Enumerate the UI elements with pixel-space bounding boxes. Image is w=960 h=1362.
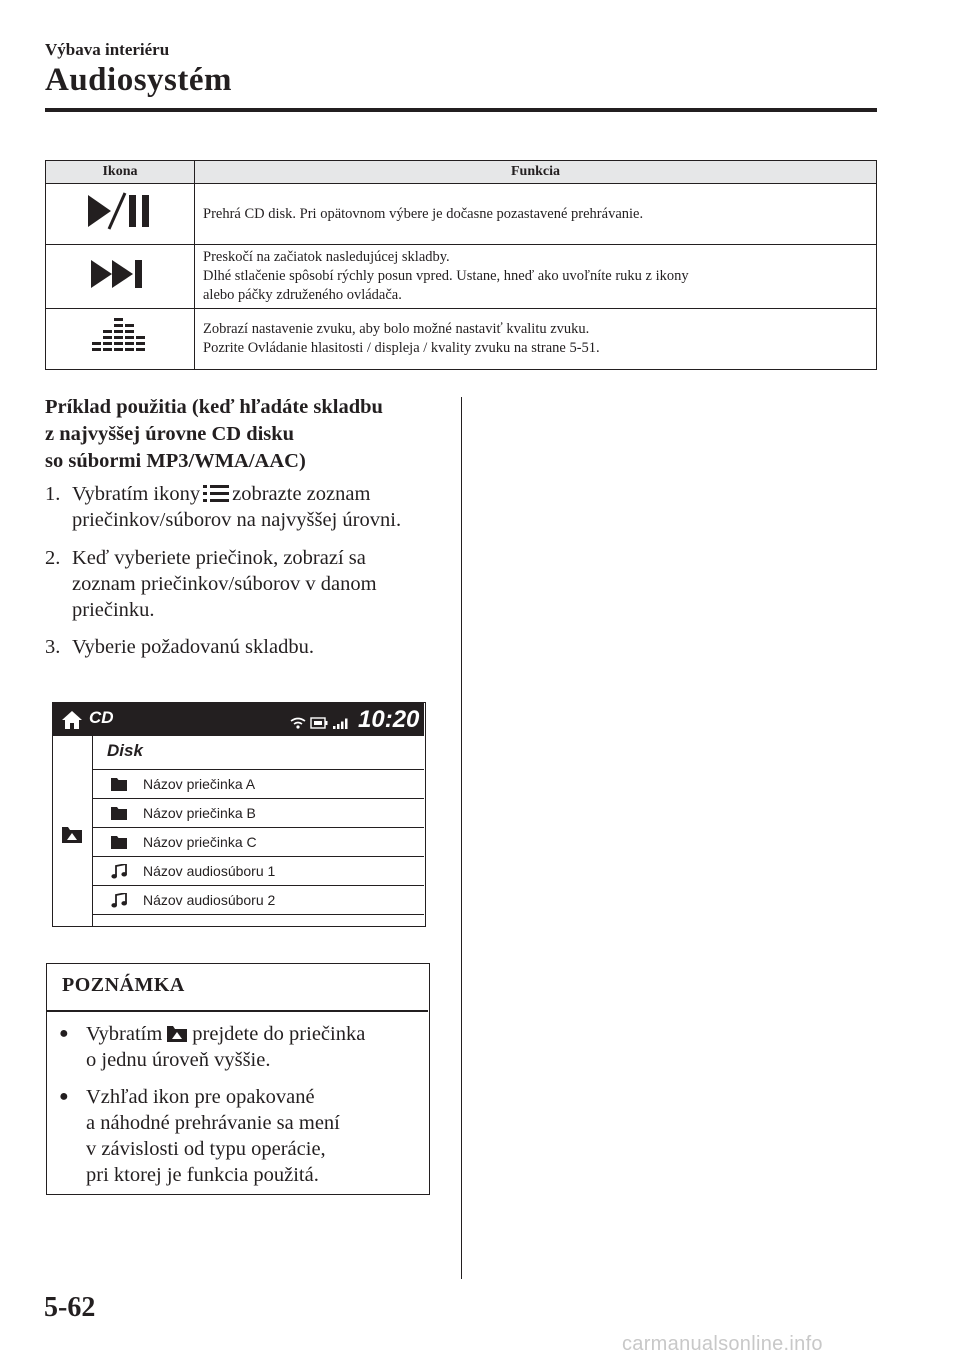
table-cell-function xyxy=(195,309,877,370)
signal-strength-icon xyxy=(332,717,350,729)
watermark: carmanualsonline.info xyxy=(622,1333,823,1355)
step-2 xyxy=(45,545,465,625)
note-text: prejdete do priečinka xyxy=(192,1023,366,1045)
folder-icon xyxy=(111,777,127,791)
step-number: 1. xyxy=(45,483,61,505)
phone-battery-icon xyxy=(310,717,328,729)
title-rule xyxy=(45,108,877,112)
table-header-icon: Ikona xyxy=(46,161,195,184)
note-title: POZNÁMKA xyxy=(62,974,185,996)
heading-line: Príklad použitia (keď hľadáte skladbu xyxy=(45,396,383,418)
list-icon xyxy=(203,485,229,503)
step-number: 2. xyxy=(45,547,61,569)
function-text: Preskočí na začiatok nasledujúcej skladby. xyxy=(203,249,450,265)
note-text: v závislosti od typu operácie, xyxy=(86,1138,326,1160)
step-text: zoznam priečinkov/súborov v danom xyxy=(72,573,377,595)
step-text: zobrazte zoznam xyxy=(232,483,371,505)
list-item-label: Názov audiosúboru 2 xyxy=(143,892,276,908)
heading-line: so súbormi MP3/WMA/AAC) xyxy=(45,450,306,472)
music-note-icon xyxy=(111,893,127,908)
example-heading xyxy=(45,394,465,475)
screen-side-panel xyxy=(53,736,93,926)
folder-icon xyxy=(111,835,127,849)
wifi-icon xyxy=(290,717,306,729)
bullet: ● xyxy=(59,1025,69,1042)
list-item[interactable] xyxy=(93,827,424,857)
section-label: Výbava interiéru xyxy=(45,40,170,59)
function-text: alebo páčky združeného ovládača. xyxy=(203,287,402,303)
function-text: Zobrazí nastavenie zvuku, aby bolo možné nastaviť kvalitu zvuku. xyxy=(203,321,590,337)
screen-top-bar xyxy=(53,703,424,736)
sound-settings-icon xyxy=(90,314,150,358)
table-cell-icon xyxy=(46,309,195,370)
table-row xyxy=(46,184,877,245)
list-item-label: Názov priečinka C xyxy=(143,834,257,850)
note-text: Vybratím xyxy=(86,1023,163,1045)
list-item[interactable] xyxy=(93,856,424,886)
step-text: priečinku. xyxy=(72,599,155,621)
step-text: Vybratím ikony xyxy=(72,483,201,505)
step-1 xyxy=(45,481,465,535)
note-text: a náhodné prehrávanie sa mení xyxy=(86,1112,340,1134)
table-cell-icon xyxy=(46,245,195,309)
screen-clock: 10:20 xyxy=(358,706,420,733)
page-number: 5-62 xyxy=(44,1292,96,1323)
note-box xyxy=(46,963,430,1195)
step-3 xyxy=(45,634,465,662)
note-title-rule xyxy=(47,1010,428,1012)
note-item-2 xyxy=(59,1084,419,1190)
table-header-row xyxy=(46,161,877,184)
folder-up-icon[interactable] xyxy=(60,824,84,844)
step-text: Vyberie požadovanú skladbu. xyxy=(72,636,314,658)
list-item-label: Názov priečinka A xyxy=(143,776,256,792)
table-header-function: Funkcia xyxy=(195,161,877,184)
play-pause-icon xyxy=(85,191,155,231)
home-icon[interactable] xyxy=(61,710,83,730)
list-item[interactable] xyxy=(93,769,424,799)
screen-list-title: Disk xyxy=(107,741,143,760)
screen-source-label: CD xyxy=(89,708,114,727)
function-text: Pozrite Ovládanie hlasitosti / displeja / kvality zvuku na strane 5-51. xyxy=(203,340,600,356)
table-cell-function xyxy=(195,245,877,309)
note-text: Vzhľad ikon pre opakované xyxy=(86,1086,315,1108)
note-text: o jednu úroveň vyššie. xyxy=(86,1049,271,1071)
page-title: Audiosystém xyxy=(45,62,233,98)
list-item-empty xyxy=(93,914,424,926)
list-item-label: Názov priečinka B xyxy=(143,805,256,821)
function-text: Prehrá CD disk. Pri opätovnom výbere je dočasne pozastavené prehrávanie. xyxy=(203,205,644,222)
table-cell-icon xyxy=(46,184,195,245)
note-item-1 xyxy=(59,1021,419,1075)
heading-line: z najvyššej úrovne CD disku xyxy=(45,423,295,445)
icon-function-table xyxy=(45,160,877,370)
audio-screen-illustration xyxy=(52,702,426,927)
bullet: ● xyxy=(59,1088,69,1105)
list-item[interactable] xyxy=(93,798,424,828)
list-item[interactable] xyxy=(93,885,424,915)
table-row xyxy=(46,245,877,309)
skip-next-icon xyxy=(87,254,153,294)
function-text: Dlhé stlačenie spôsobí rýchly posun vpred. Ustane, hneď ako uvoľníte ruku z ikony xyxy=(203,268,689,284)
note-text: pri ktorej je funkcia použitá. xyxy=(86,1164,319,1186)
column-divider xyxy=(461,397,462,1279)
folder-icon xyxy=(111,806,127,820)
table-row xyxy=(46,309,877,370)
folder-up-icon xyxy=(165,1023,189,1043)
step-text: Keď vyberiete priečinok, zobrazí sa xyxy=(72,547,366,569)
music-note-icon xyxy=(111,864,127,879)
list-item-label: Názov audiosúboru 1 xyxy=(143,863,276,879)
step-number: 3. xyxy=(45,636,61,658)
step-text: priečinkov/súborov na najvyššej úrovni. xyxy=(72,509,402,531)
table-cell-function xyxy=(195,184,877,245)
